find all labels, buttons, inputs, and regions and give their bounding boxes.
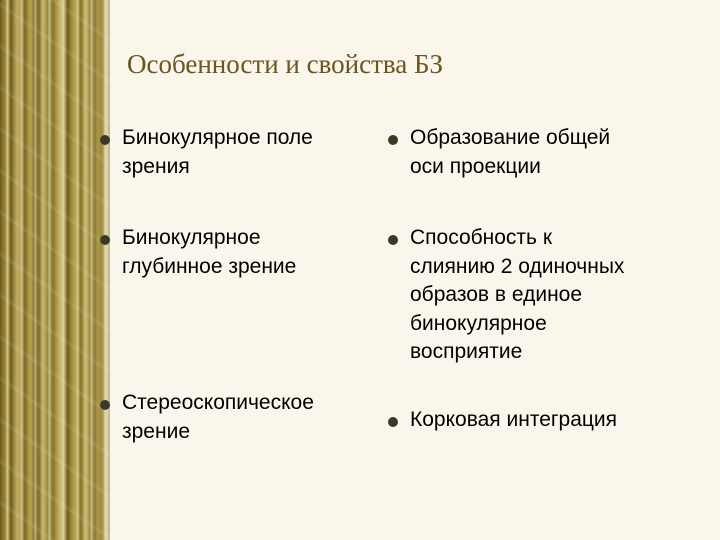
list-item [388, 224, 708, 367]
list-item [100, 389, 370, 446]
bullet-icon [388, 417, 398, 427]
list-item-text: Бинокулярное глубинное зрение [122, 226, 297, 278]
bullet-icon [388, 135, 398, 145]
list-item-text: Образование общей оси проекции [410, 126, 611, 178]
list-item [100, 224, 370, 281]
list-item-text: Корковая интеграция [410, 408, 618, 431]
bullet-icon [100, 235, 110, 245]
list-item [388, 406, 708, 435]
list-item [100, 124, 370, 181]
list-item-text: Стереоскопическое зрение [122, 391, 314, 443]
list-item-text: Бинокулярное поле зрения [122, 126, 313, 178]
slide-title: Особенности и свойства БЗ [127, 49, 444, 79]
bullet-icon [100, 135, 110, 145]
list-item [388, 124, 708, 181]
decorative-gold-border [0, 0, 110, 540]
bullet-icon [388, 235, 398, 245]
list-item-text: Способность к слиянию 2 одиночных образов в единое бинокулярное восприятие [410, 226, 625, 363]
bullet-icon [100, 400, 110, 410]
